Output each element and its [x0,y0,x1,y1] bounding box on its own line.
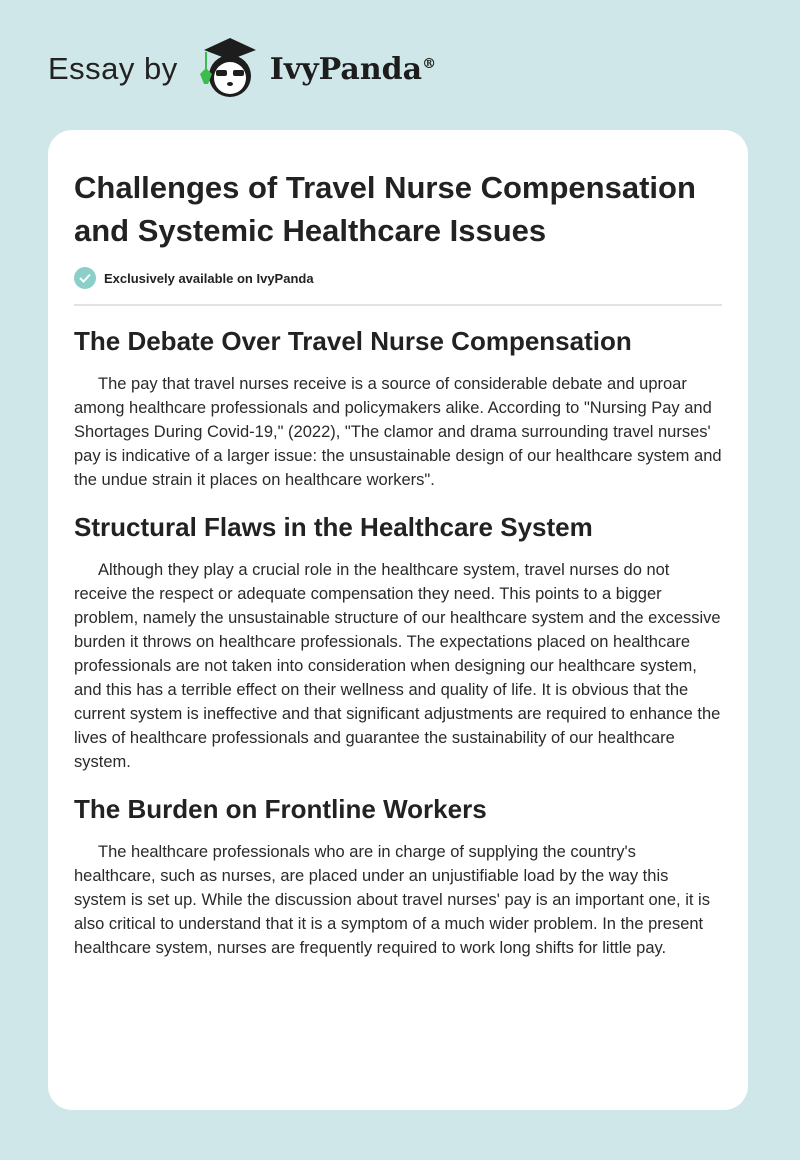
badge-label: Exclusively available on IvyPanda [104,270,314,286]
section-debate [74,324,722,492]
brand-name[interactable]: IvyPanda® [269,51,437,87]
section-heading: The Burden on Frontline Workers [74,794,487,824]
section-heading: The Debate Over Travel Nurse Compensation [74,326,632,356]
section-paragraph: The healthcare professionals who are in charge of supplying the country's healthcare, such as nurses, are placed under an unjustifiable load by the way this system is set up. While the discussion about travel nurses' pay is an important one, it is also critical to understand that it is a symptom of a much wider problem. In the present healthcare system, nurses are frequently required to work long shifts for little pay. [74,843,710,957]
exclusive-badge [74,266,722,290]
section-heading: Structural Flaws in the Healthcare System [74,512,593,542]
section-burden [74,792,722,960]
divider [74,304,722,306]
essay-by-label: Essay by [48,51,178,86]
section-paragraph: The pay that travel nurses receive is a source of considerable debate and uproar among healthcare professionals and policymakers alike. According to "Nursing Pay and Shortages During Covid-19," (2022), "The clamor and drama surrounding travel nurses' pay is indicative of a larger issue: the unsustainable design of our healthcare system and the undue strain it places on healthcare workers". [74,375,722,489]
essay-title: Challenges of Travel Nurse Compensation and Systemic Healthcare Issues [74,170,696,248]
section-paragraph: Although they play a crucial role in the healthcare system, travel nurses do not receive the respect or adequate compensation they need. This points to a bigger problem, namely the unsustainable structure of our healthcare system and the excessive burden it throws on healthcare professionals. The expectations placed on healthcare professionals are not taken into consideration when designing our healthcare system, and this has a terrible effect on their wellness and quality of life. It is obvious that the current system is ineffective and that significant adjustments are required to enhance the lives of healthcare professionals and guarantee the sustainability of our healthcare system. [74,561,721,771]
essay-card [48,130,748,1110]
check-icon [74,267,96,289]
site-header [48,34,436,104]
section-structural-flaws [74,510,722,774]
panda-logo-icon[interactable] [196,34,262,105]
